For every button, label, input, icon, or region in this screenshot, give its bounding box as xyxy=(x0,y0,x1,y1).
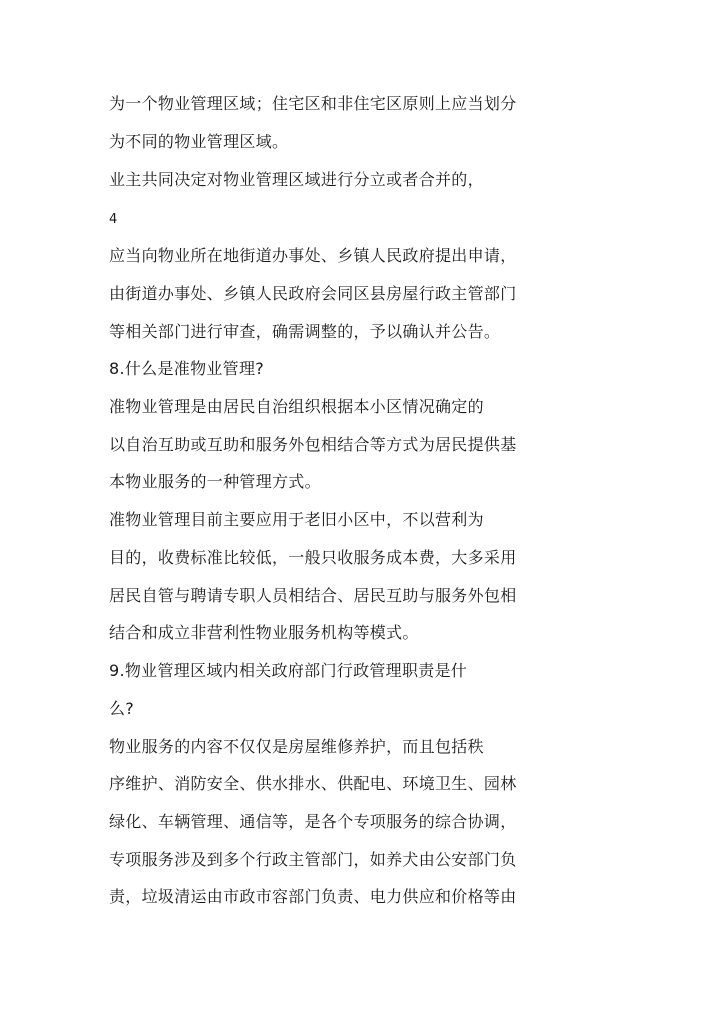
section-heading-9: 9.物业管理区域内相关政府部门行政管理职责是什 xyxy=(109,661,468,680)
text-line-11: 本物业服务的一种管理方式。 xyxy=(109,472,321,491)
text-line-20: 绿化、车辆管理、通信等，是各个专项服务的综合协调， xyxy=(109,812,517,831)
text-line-6: 由街道办事处、乡镇人民政府会同区县房屋行政主管部门 xyxy=(109,284,517,303)
page-number: 4 xyxy=(109,212,118,227)
text-line-5: 应当向物业所在地街道办事处、乡镇人民政府提出申请， xyxy=(109,246,517,265)
section-heading-9-cont: 么? xyxy=(109,699,135,718)
text-line-19: 序维护、消防安全、供水排水、供配电、环境卫生、园林 xyxy=(109,774,517,793)
text-line-14: 居民自管与聘请专职人员相结合、居民互助与服务外包相 xyxy=(109,586,517,605)
text-line-15: 结合和成立非营利性物业服务机构等模式。 xyxy=(109,623,419,642)
text-line-12: 准物业管理目前主要应用于老旧小区中，不以营利为 xyxy=(109,510,484,529)
text-line-3: 业主共同决定对物业管理区域进行分立或者合并的， xyxy=(109,170,484,189)
text-line-18: 物业服务的内容不仅仅是房屋维修养护，而且包括秩 xyxy=(109,737,484,756)
section-heading-8: 8.什么是准物业管理? xyxy=(109,359,265,378)
text-line-21: 专项服务涉及到多个行政主管部门，如养犬由公安部门负 xyxy=(109,850,517,869)
text-line-2: 为不同的物业管理区域。 xyxy=(109,132,289,151)
text-line-22: 责，垃圾清运由市政市容部门负责、电力供应和价格等由 xyxy=(109,887,517,906)
text-line-1: 为一个物业管理区域；住宅区和非住宅区原则上应当划分 xyxy=(109,94,517,113)
text-line-10: 以自治互助或互助和服务外包相结合等方式为居民提供基 xyxy=(109,435,517,454)
text-line-7: 等相关部门进行审查，确需调整的，予以确认并公告。 xyxy=(109,322,501,341)
text-line-9: 准物业管理是由居民自治组织根据本小区情况确定的 xyxy=(109,397,484,416)
text-line-13: 目的，收费标准比较低，一般只收服务成本费，大多采用 xyxy=(109,548,517,567)
